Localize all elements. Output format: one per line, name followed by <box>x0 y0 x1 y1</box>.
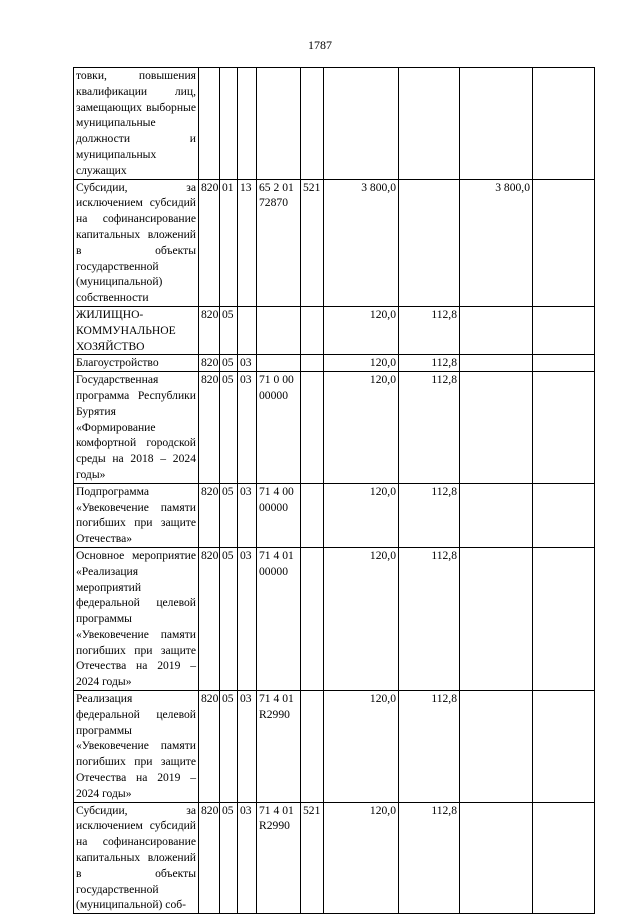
section-code-cell: 05 <box>220 355 238 372</box>
amount-cell-3 <box>460 483 533 547</box>
amount-cell-4 <box>533 68 595 180</box>
page-number: 1787 <box>308 38 332 52</box>
table-body <box>74 68 595 914</box>
ministry-code-cell: 820 <box>199 691 220 803</box>
amount-cell-4 <box>533 372 595 484</box>
amount-cell-4 <box>533 547 595 690</box>
amount-cell-2: 112,8 <box>399 355 460 372</box>
section-code-cell <box>220 68 238 180</box>
amount-cell-2: 112,8 <box>399 802 460 914</box>
target-article-cell: 71 0 00 00000 <box>257 372 301 484</box>
target-article-cell: 71 4 00 00000 <box>257 483 301 547</box>
table-row <box>74 547 595 690</box>
amount-cell-4 <box>533 691 595 803</box>
amount-cell-1 <box>324 68 399 180</box>
subsection-code-cell: 03 <box>238 691 257 803</box>
amount-cell-1: 120,0 <box>324 802 399 914</box>
row-name-cell: ЖИЛИЩНО-КОММУНАЛЬНОЕ ХОЗЯЙСТВО <box>74 306 199 354</box>
table-row <box>74 355 595 372</box>
expense-type-cell: 521 <box>301 179 324 306</box>
subsection-code-cell: 03 <box>238 355 257 372</box>
section-code-cell: 05 <box>220 802 238 914</box>
row-name-cell: Основное мероприятие «Реализация мероприятий федеральной целевой программы «Увековечение памяти погибших при защите Отечества на 2019 – 2024 годы» <box>74 547 199 690</box>
subsection-code-cell: 03 <box>238 802 257 914</box>
amount-cell-3 <box>460 802 533 914</box>
target-article-cell: 71 4 01 00000 <box>257 547 301 690</box>
subsection-code-cell <box>238 306 257 354</box>
subsection-code-cell: 13 <box>238 179 257 306</box>
expense-type-cell <box>301 691 324 803</box>
amount-cell-1: 120,0 <box>324 306 399 354</box>
expense-type-cell <box>301 306 324 354</box>
amount-cell-2 <box>399 179 460 306</box>
expense-type-cell <box>301 372 324 484</box>
table-row <box>74 802 595 914</box>
amount-cell-3 <box>460 355 533 372</box>
ministry-code-cell: 820 <box>199 372 220 484</box>
target-article-cell <box>257 355 301 372</box>
row-name-cell: Благоустройство <box>74 355 199 372</box>
amount-cell-3 <box>460 372 533 484</box>
expense-type-cell: 521 <box>301 802 324 914</box>
amount-cell-2: 112,8 <box>399 306 460 354</box>
table-row <box>74 372 595 484</box>
ministry-code-cell: 820 <box>199 547 220 690</box>
ministry-code-cell: 820 <box>199 306 220 354</box>
amount-cell-3 <box>460 691 533 803</box>
amount-cell-1: 120,0 <box>324 691 399 803</box>
expense-type-cell <box>301 68 324 180</box>
ministry-code-cell: 820 <box>199 802 220 914</box>
table-row <box>74 179 595 306</box>
target-article-cell: 71 4 01 R2990 <box>257 691 301 803</box>
target-article-cell: 71 4 01 R2990 <box>257 802 301 914</box>
target-article-cell <box>257 68 301 180</box>
section-code-cell: 05 <box>220 547 238 690</box>
amount-cell-4 <box>533 306 595 354</box>
amount-cell-2: 112,8 <box>399 372 460 484</box>
row-name-cell: Подпрограмма «Увековечение памяти погибших при защите Отечества» <box>74 483 199 547</box>
amount-cell-4 <box>533 483 595 547</box>
subsection-code-cell: 03 <box>238 547 257 690</box>
budget-table <box>73 67 595 914</box>
amount-cell-4 <box>533 355 595 372</box>
table-row <box>74 483 595 547</box>
section-code-cell: 05 <box>220 483 238 547</box>
expense-type-cell <box>301 547 324 690</box>
row-name-cell: Реализация федеральной целевой программы «Увековечение памяти погибших при защите Отечества на 2019 – 2024 годы» <box>74 691 199 803</box>
row-name-cell: товки, повышения квалификации лиц, замещающих выборные муниципальные должности и муниципальных служащих <box>74 68 199 180</box>
section-code-cell: 05 <box>220 691 238 803</box>
subsection-code-cell <box>238 68 257 180</box>
amount-cell-2: 112,8 <box>399 691 460 803</box>
row-name-cell: Государственная программа Республики Бурятия «Формирование комфортной городской среды на 2018 – 2024 годы» <box>74 372 199 484</box>
row-name-cell: Субсидии, за исключением субсидий на софинансирование капитальных вложений в объекты государственной (муниципальной) собственности <box>74 179 199 306</box>
ministry-code-cell: 820 <box>199 355 220 372</box>
section-code-cell: 05 <box>220 372 238 484</box>
target-article-cell: 65 2 01 72870 <box>257 179 301 306</box>
amount-cell-2: 112,8 <box>399 547 460 690</box>
expense-type-cell <box>301 483 324 547</box>
section-code-cell: 01 <box>220 179 238 306</box>
ministry-code-cell: 820 <box>199 483 220 547</box>
amount-cell-3 <box>460 68 533 180</box>
amount-cell-1: 120,0 <box>324 547 399 690</box>
table-row <box>74 306 595 354</box>
amount-cell-1: 120,0 <box>324 355 399 372</box>
amount-cell-4 <box>533 802 595 914</box>
amount-cell-2: 112,8 <box>399 483 460 547</box>
amount-cell-1: 120,0 <box>324 483 399 547</box>
amount-cell-1: 3 800,0 <box>324 179 399 306</box>
section-code-cell: 05 <box>220 306 238 354</box>
amount-cell-4 <box>533 179 595 306</box>
row-name-cell: Субсидии, за исключением субсидий на софинансирование капитальных вложений в объекты государственной (муниципальной) соб- <box>74 802 199 914</box>
ministry-code-cell: 820 <box>199 179 220 306</box>
amount-cell-2 <box>399 68 460 180</box>
amount-cell-1: 120,0 <box>324 372 399 484</box>
subsection-code-cell: 03 <box>238 372 257 484</box>
expense-type-cell <box>301 355 324 372</box>
table-row <box>74 691 595 803</box>
amount-cell-3: 3 800,0 <box>460 179 533 306</box>
table-row <box>74 68 595 180</box>
amount-cell-3 <box>460 547 533 690</box>
ministry-code-cell <box>199 68 220 180</box>
subsection-code-cell: 03 <box>238 483 257 547</box>
target-article-cell <box>257 306 301 354</box>
amount-cell-3 <box>460 306 533 354</box>
